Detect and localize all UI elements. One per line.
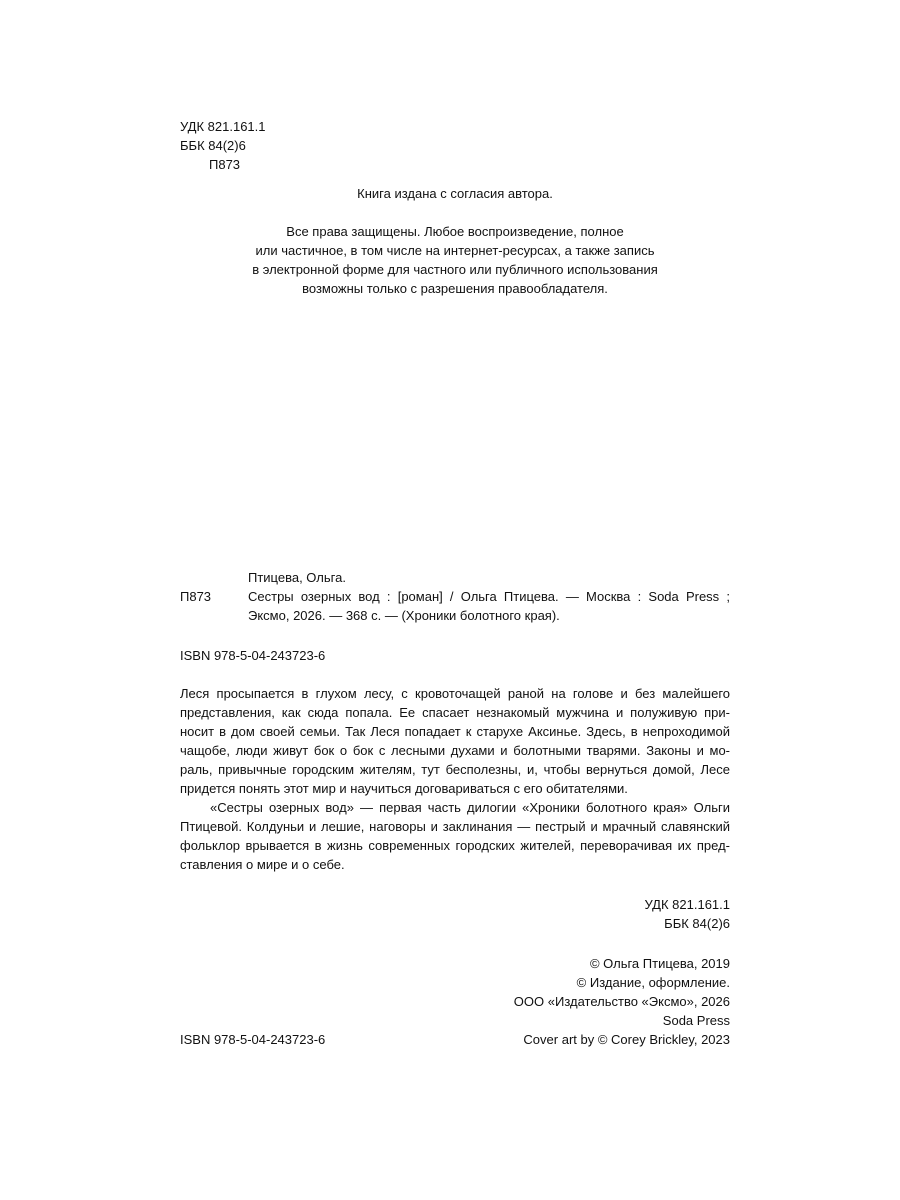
annotation-line: «Сестры озерных вод» — первая часть дилогии «Хроники болотного края» Ольги — [210, 800, 730, 815]
catalog-sign: П873 — [180, 589, 212, 604]
copyright-line: ООО «Издательство «Эксмо», 2026 — [513, 994, 730, 1009]
catalog-author: Птицева, Ольга. — [248, 570, 346, 585]
rights-line: в электронной форме для частного или публичного использования — [252, 262, 658, 277]
annotation-line: представления, как сюда попала. Ее спасает незнакомый мужчина и полуживую при- — [180, 705, 730, 720]
rights-line: Все права защищены. Любое воспроизведение, полное — [286, 224, 624, 239]
isbn-bottom: ISBN 978-5-04-243723-6 — [180, 1032, 326, 1047]
bbk-code-bottom: ББК 84(2)6 — [664, 916, 730, 931]
copyright-line: © Издание, оформление. — [576, 975, 730, 990]
annotation-line: носит в дом своей семьи. Так Леся попадает к старухе Аксинье. Здесь, в непроходимой — [180, 724, 730, 739]
permission-note: Книга издана с согласия автора. — [357, 186, 553, 201]
catalog-publisher-line: Эксмо, 2026. — 368 с. — (Хроники болотного края). — [248, 608, 560, 623]
udk-code: УДК 821.161.1 — [180, 119, 266, 134]
annotation-line: раль, привычные городским жителям, тут бесполезны, и, чтобы вернуться домой, Лесе — [180, 762, 730, 777]
copyright-line: Cover art by © Corey Brickley, 2023 — [523, 1032, 730, 1047]
udk-code-bottom: УДК 821.161.1 — [644, 897, 730, 912]
annotation-line: Птицевой. Колдуньи и лешие, наговоры и заклинания — пестрый и мрачный славянский — [180, 819, 730, 834]
bottom-codes — [180, 895, 730, 933]
isbn-top: ISBN 978-5-04-243723-6 — [180, 648, 326, 663]
annotation-line: ставления о мире и о себе. — [180, 857, 345, 872]
rights-line: или частичное, в том числе на интернет-ресурсах, а также запись — [255, 243, 655, 258]
annotation-line: придется понять этот мир и научиться договариваться с его обитателями. — [180, 781, 628, 796]
top-codes — [180, 117, 266, 174]
annotation — [180, 684, 730, 874]
rights-line: возможны только с разрешения правообладателя. — [302, 281, 608, 296]
catalog-title-line: Сестры озерных вод : [роман] / Ольга Птицева. — Москва : Soda Press ; — [248, 589, 730, 604]
catalog-record — [180, 568, 730, 625]
copyright-line: © Ольга Птицева, 2019 — [589, 956, 730, 971]
author-sign: П873 — [209, 157, 241, 172]
annotation-line: Леся просыпается в глухом лесу, с кровоточащей раной на голове и без малейшего — [180, 686, 730, 701]
annotation-line: фольклор врывается в жизнь современных городских жителей, переворачивая их пред- — [180, 838, 730, 853]
bbk-code: ББК 84(2)6 — [180, 138, 246, 153]
rights-notice — [180, 222, 730, 298]
annotation-line: чащобе, люди живут бок о бок с лесными духами и болотными тварями. Законы и мо- — [180, 743, 730, 758]
copyright-line: Soda Press — [662, 1013, 730, 1028]
